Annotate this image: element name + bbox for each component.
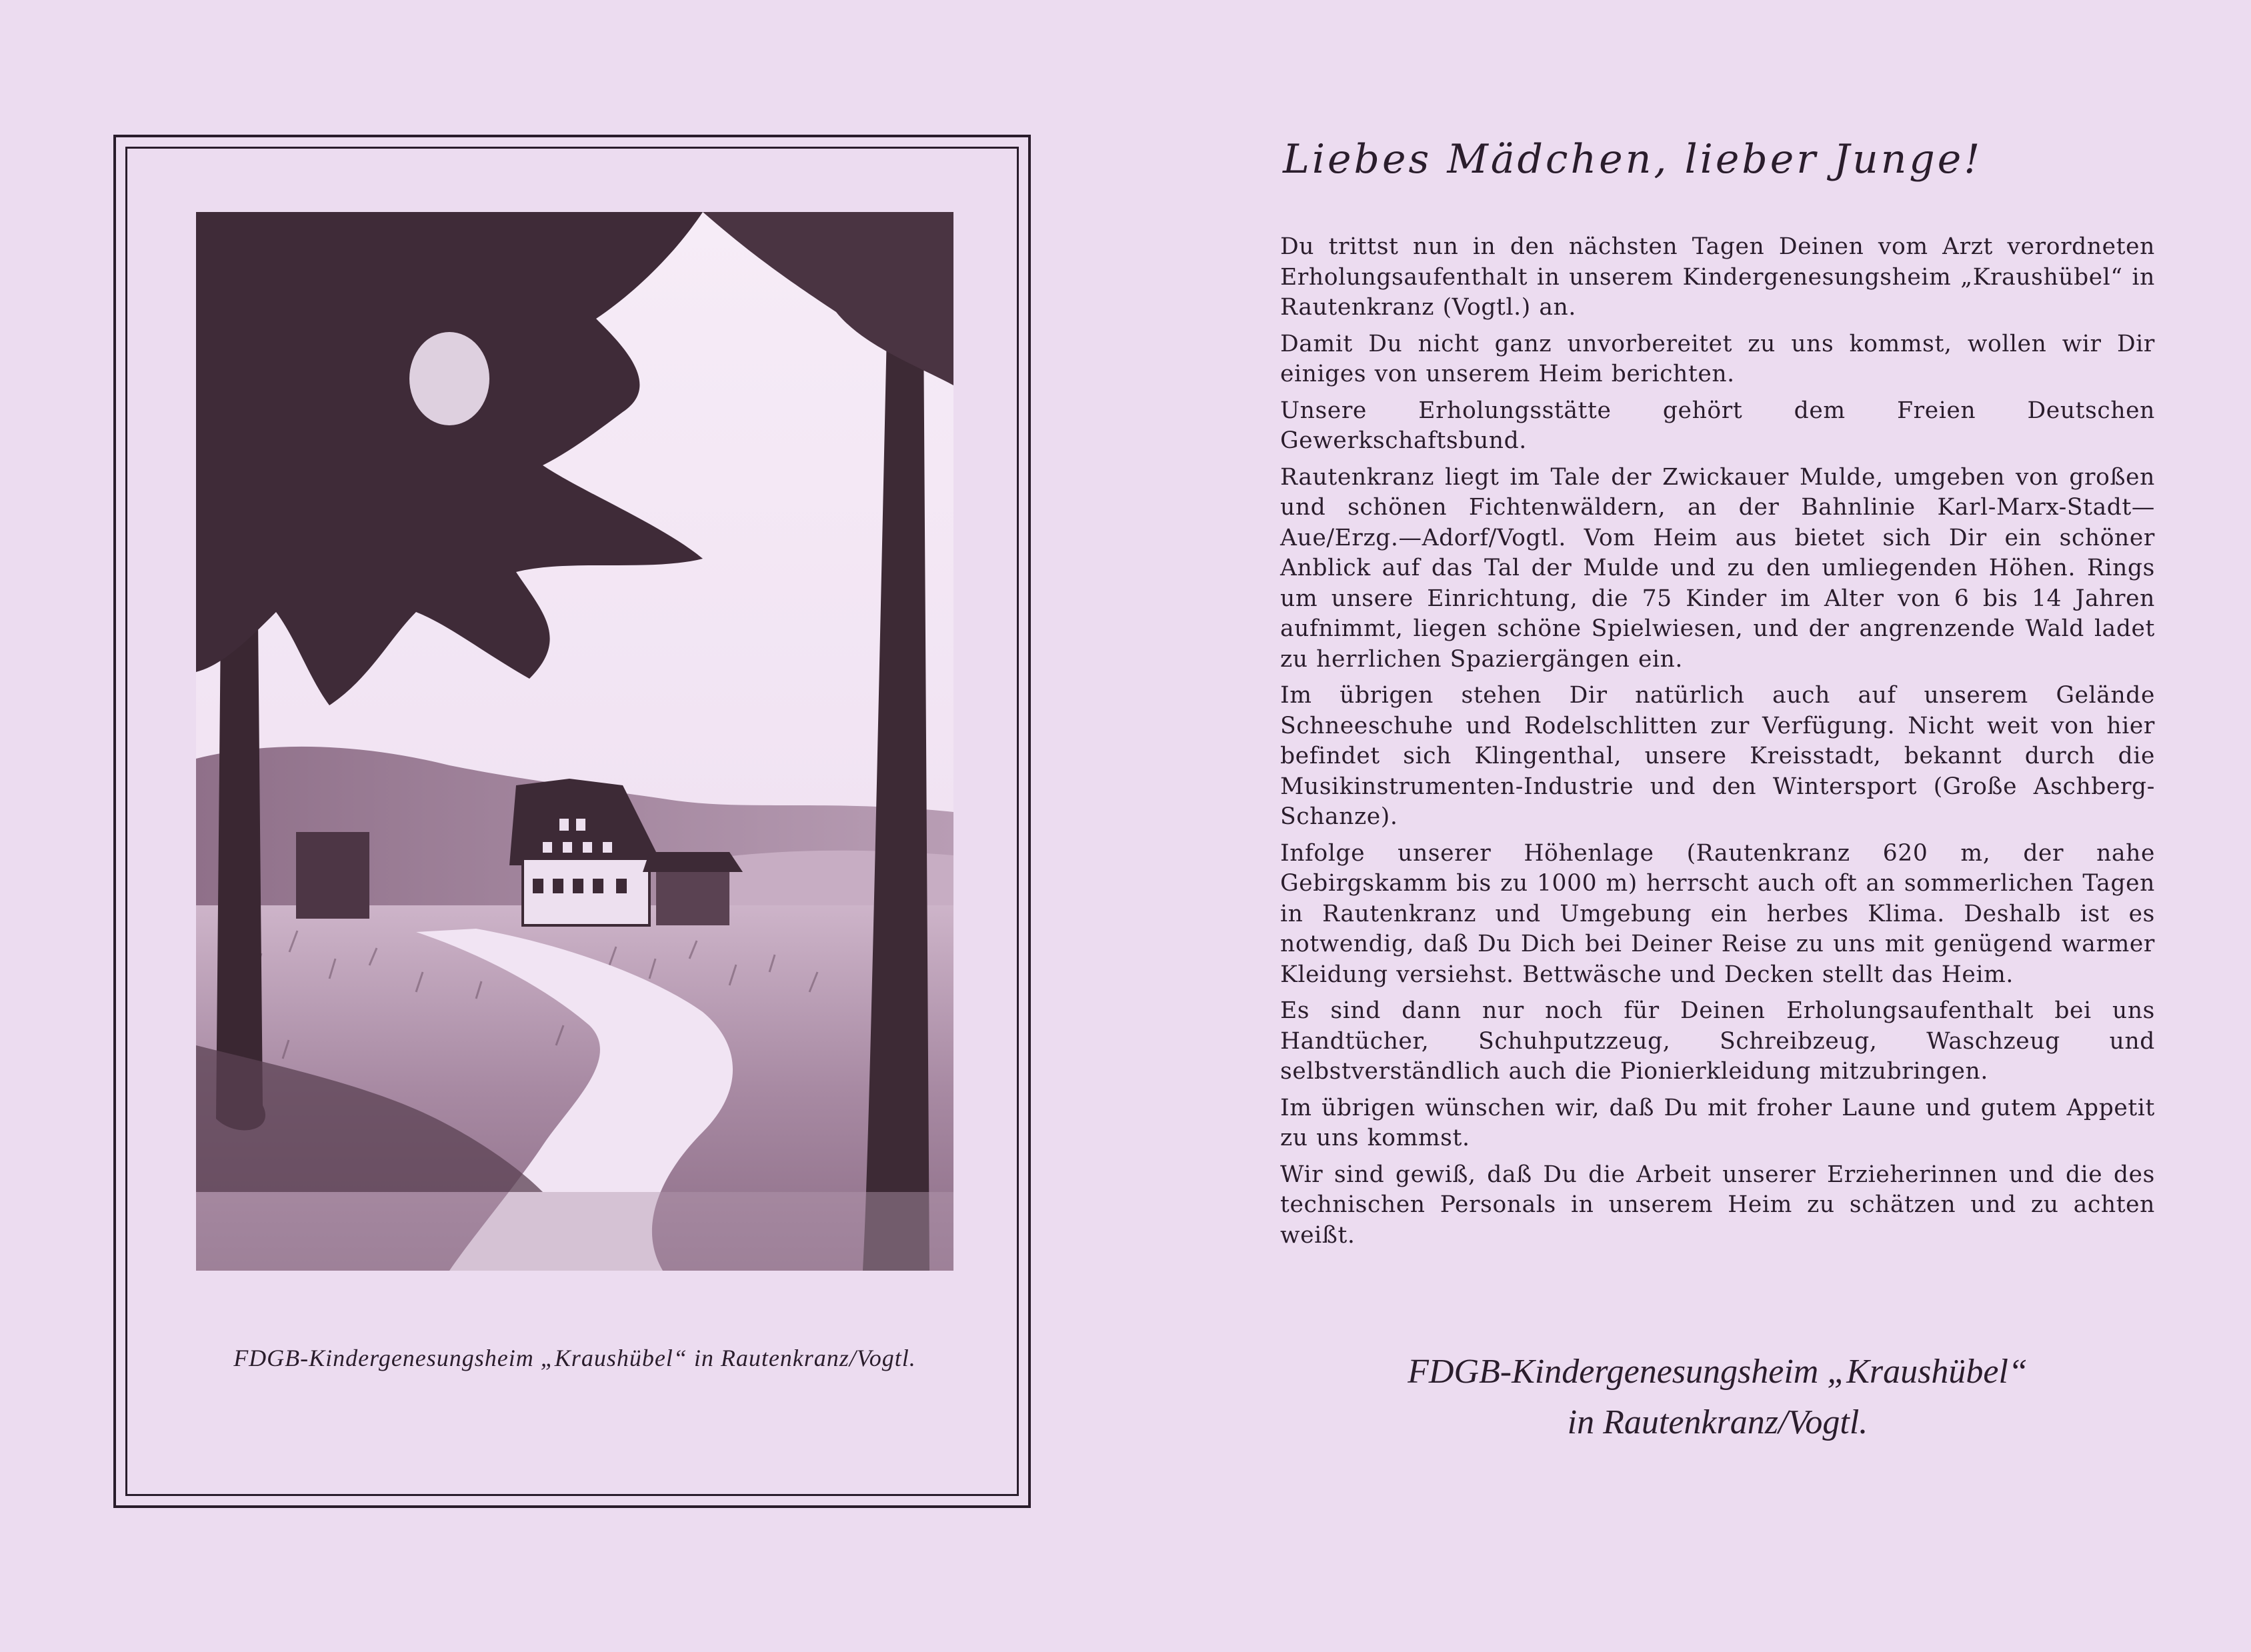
letter-paragraph-1: Du trittst nun in den nächsten Tagen Deinen vom Arzt verordneten Erholungsaufenthalt in unserem Kindergenesungsheim „Kraushübel“ in Rautenkranz (Vogtl.) an.: [1280, 233, 2155, 321]
letter-paragraph-9: Wir sind gewiß, daß Du die Arbeit unserer Erzieherinnen und die des technischen Personals in unserem Heim zu schätzen und zu achten weißt.: [1280, 1161, 2155, 1249]
signature-line-1: FDGB-Kindergenesungsheim „Kraushübel“: [1408, 1353, 2028, 1391]
letter-paragraph-3: Unsere Erholungsstätte gehört dem Freien Deutschen Gewerkschaftsbund.: [1280, 397, 2155, 454]
letter-paragraph-8: Im übrigen wünschen wir, daß Du mit froher Laune und gutem Appetit zu uns kommst.: [1280, 1094, 2155, 1151]
letter-paragraph-2: Damit Du nicht ganz unvorbereitet zu uns kommst, wollen wir Dir einiges von unserem Heim berichten.: [1280, 330, 2155, 387]
letter-heading: Liebes Mädchen, lieber Junge!: [1283, 136, 1983, 183]
photo-children-home: [196, 212, 953, 1271]
letter-paragraph-6: Infolge unserer Höhenlage (Rautenkranz 620 m, der nahe Gebirgskamm bis zu 1000 m) herrscht auch oft an sommerlichen Tagen in Rautenkranz und Umgebung ein herbes Klima. Deshalb ist es notwendig, daß Du Dich bei Deiner Reise zu uns mit genügend warmer Kleidung versiehst. Bettwäsche und Decken stellt das Heim.: [1280, 839, 2155, 988]
letter-paragraph-7: Es sind dann nur noch für Deinen Erholungsaufenthalt bei uns Handtücher, Schuhputzzeug, Schreibzeug, Waschzeug und selbstverständlich auch die Pionierkleidung mitzubringen.: [1280, 997, 2155, 1085]
photo-foreground: [196, 1192, 953, 1271]
letter-signature: [1280, 1347, 2155, 1448]
letter-body: [1280, 232, 2155, 1257]
letter-paragraph-4: Rautenkranz liegt im Tale der Zwickauer Mulde, umgeben von großen und schönen Fichtenwäldern, an der Bahnlinie Karl-Marx-Stadt—Aue/Erzg.—Adorf/Vogtl. Vom Heim aus bietet sich Dir ein schöner Anblick auf das Tal der Mulde und zu den umliegenden Höhen. Rings um unsere Einrichtung, die 75 Kinder im Alter von 6 bis 14 Jahren aufnimmt, liegen schöne Spielwiesen, und der angrenzende Wald ladet zu herrlichen Spaziergängen ein.: [1280, 463, 2155, 673]
photo-canopy-gap: [409, 332, 489, 425]
photo-illustration: [196, 212, 953, 1271]
signature-line-2: in Rautenkranz/Vogtl.: [1567, 1403, 1868, 1441]
photo-caption: FDGB-Kindergenesungsheim „Kraushübel“ in Rautenkranz/Vogtl.: [233, 1345, 916, 1371]
letter-paragraph-5: Im übrigen stehen Dir natürlich auch auf unserem Gelände Schneeschuhe und Rodelschlitten zur Verfügung. Nicht weit von hier befindet sich Klingenthal, unsere Kreisstadt, bekannt durch die Musikinstrumenten-Industrie und den Wintersport (Große Aschberg-Schanze).: [1280, 682, 2155, 830]
